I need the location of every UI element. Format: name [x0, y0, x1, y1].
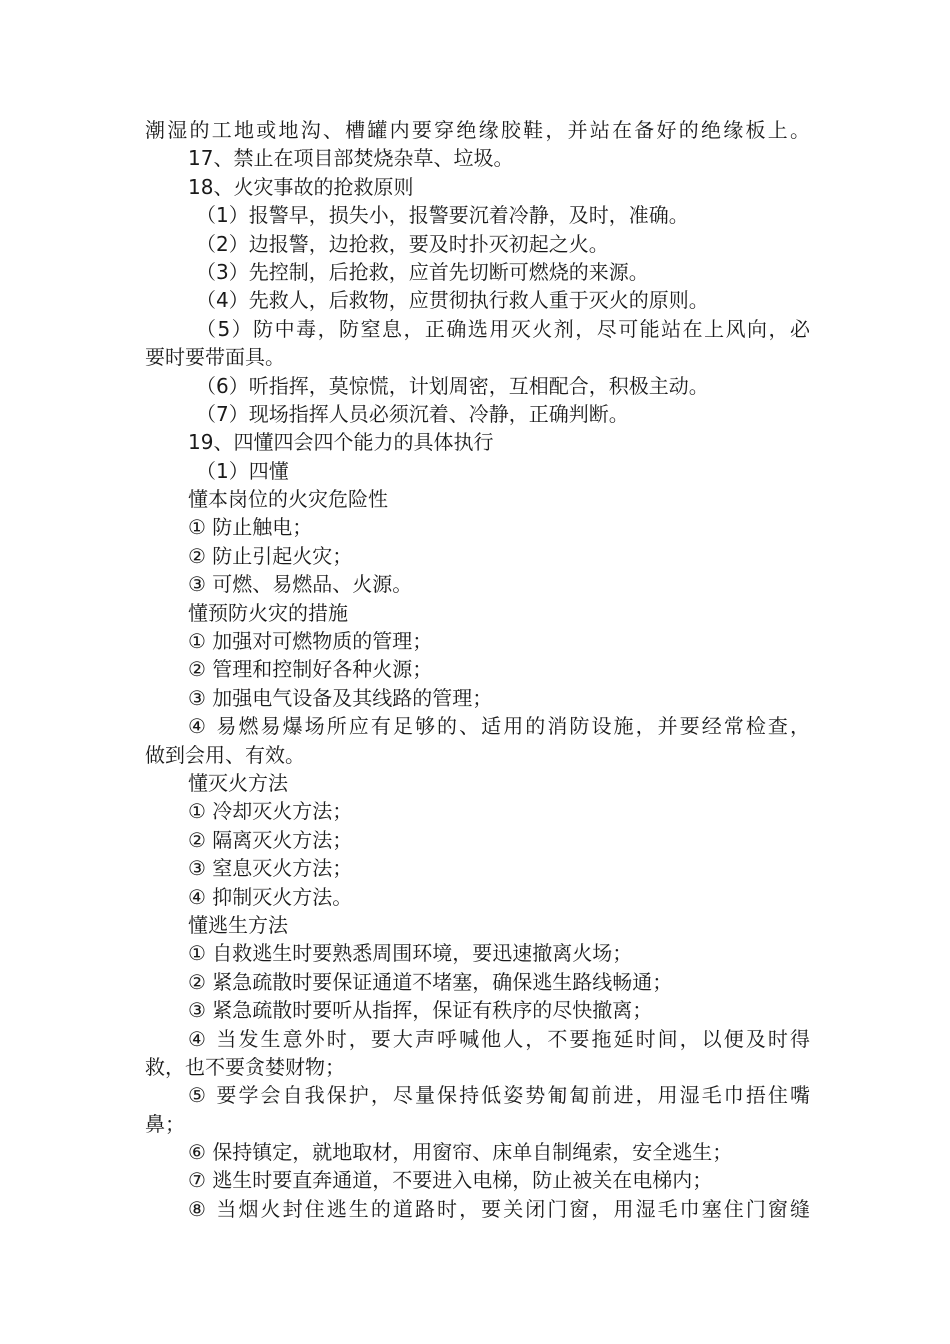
list-item: ④ 当发生意外时，要大声呼喊他人，不要拖延时间，以便及时得	[188, 1026, 810, 1051]
list-item: ② 隔离灭火方法；	[188, 827, 353, 852]
list-item: ② 防止引起火灾；	[188, 543, 353, 568]
list-item: ③ 紧急疏散时要听从指挥，保证有秩序的尽快撤离；	[188, 998, 653, 1023]
list-item-continuation: 鼻；	[145, 1111, 185, 1136]
topic-heading: 懂逃生方法	[188, 912, 288, 937]
list-item: ⑤ 要学会自我保护，尽量保持低姿势匍匐前进，用湿毛巾捂住嘴	[188, 1083, 810, 1108]
list-item: ⑧ 当烟火封住逃生的道路时，要关闭门窗，用湿毛巾塞住门窗缝	[188, 1196, 810, 1221]
list-item: ④ 抑制灭火方法。	[188, 884, 353, 909]
section-heading-19: 19、四懂四会四个能力的具体执行	[188, 430, 494, 455]
list-item: ⑥ 保持镇定，就地取材，用窗帘、床单自制绳索，安全逃生；	[188, 1140, 733, 1165]
list-item: （4）先救人，后救物，应贯彻执行救人重于灭火的原则。	[196, 288, 709, 313]
paragraph-line: 潮湿的工地或地沟、槽罐内要穿绝缘胶鞋，并站在备好的绝缘板上。	[145, 118, 810, 142]
list-item: ① 加强对可燃物质的管理；	[188, 629, 433, 654]
document-body	[145, 116, 810, 1223]
list-item-continuation: 救，也不要贪婪财物；	[145, 1054, 345, 1079]
list-item: （7）现场指挥人员必须沉着、冷静，正确判断。	[196, 401, 629, 426]
list-item: （2）边报警，边抢救，要及时扑灭初起之火。	[196, 231, 609, 256]
list-item: ② 管理和控制好各种火源；	[188, 657, 433, 682]
list-item: ⑦ 逃生时要直奔通道，不要进入电梯，防止被关在电梯内；	[188, 1168, 713, 1193]
list-item: （1）报警早，损失小，报警要沉着冷静，及时，准确。	[196, 203, 689, 228]
topic-heading: 懂灭火方法	[188, 770, 288, 795]
list-item-continuation: 要时要带面具。	[145, 345, 285, 370]
list-item: ③ 加强电气设备及其线路的管理；	[188, 685, 493, 710]
list-item: ① 冷却灭火方法；	[188, 799, 353, 824]
list-item: ① 自救逃生时要熟悉周围环境，要迅速撤离火场；	[188, 941, 633, 966]
list-item: ② 紧急疏散时要保证通道不堵塞，确保逃生路线畅通；	[188, 969, 673, 994]
list-item: ④ 易燃易爆场所应有足够的、适用的消防设施，并要经常检查，	[188, 714, 810, 739]
list-item-continuation: 做到会用、有效。	[145, 742, 305, 767]
list-item: （3）先控制，后抢救，应首先切断可燃烧的来源。	[196, 259, 649, 284]
list-item: （5）防中毒，防窒息，正确选用灭火剂，尽可能站在上风向，必	[196, 316, 810, 341]
list-item: ③ 可燃、易燃品、火源。	[188, 572, 413, 597]
subsection-heading: （1）四懂	[196, 458, 289, 483]
list-item: ① 防止触电；	[188, 515, 313, 540]
topic-heading: 懂预防火灾的措施	[188, 600, 348, 625]
section-heading-18: 18、火灾事故的抢救原则	[188, 174, 414, 199]
list-item: （6）听指挥，莫惊慌，计划周密，互相配合，积极主动。	[196, 373, 709, 398]
section-item-17: 17、禁止在项目部焚烧杂草、垃圾。	[188, 146, 514, 171]
list-item: ③ 窒息灭火方法；	[188, 856, 353, 881]
topic-heading: 懂本岗位的火灾危险性	[188, 487, 388, 512]
